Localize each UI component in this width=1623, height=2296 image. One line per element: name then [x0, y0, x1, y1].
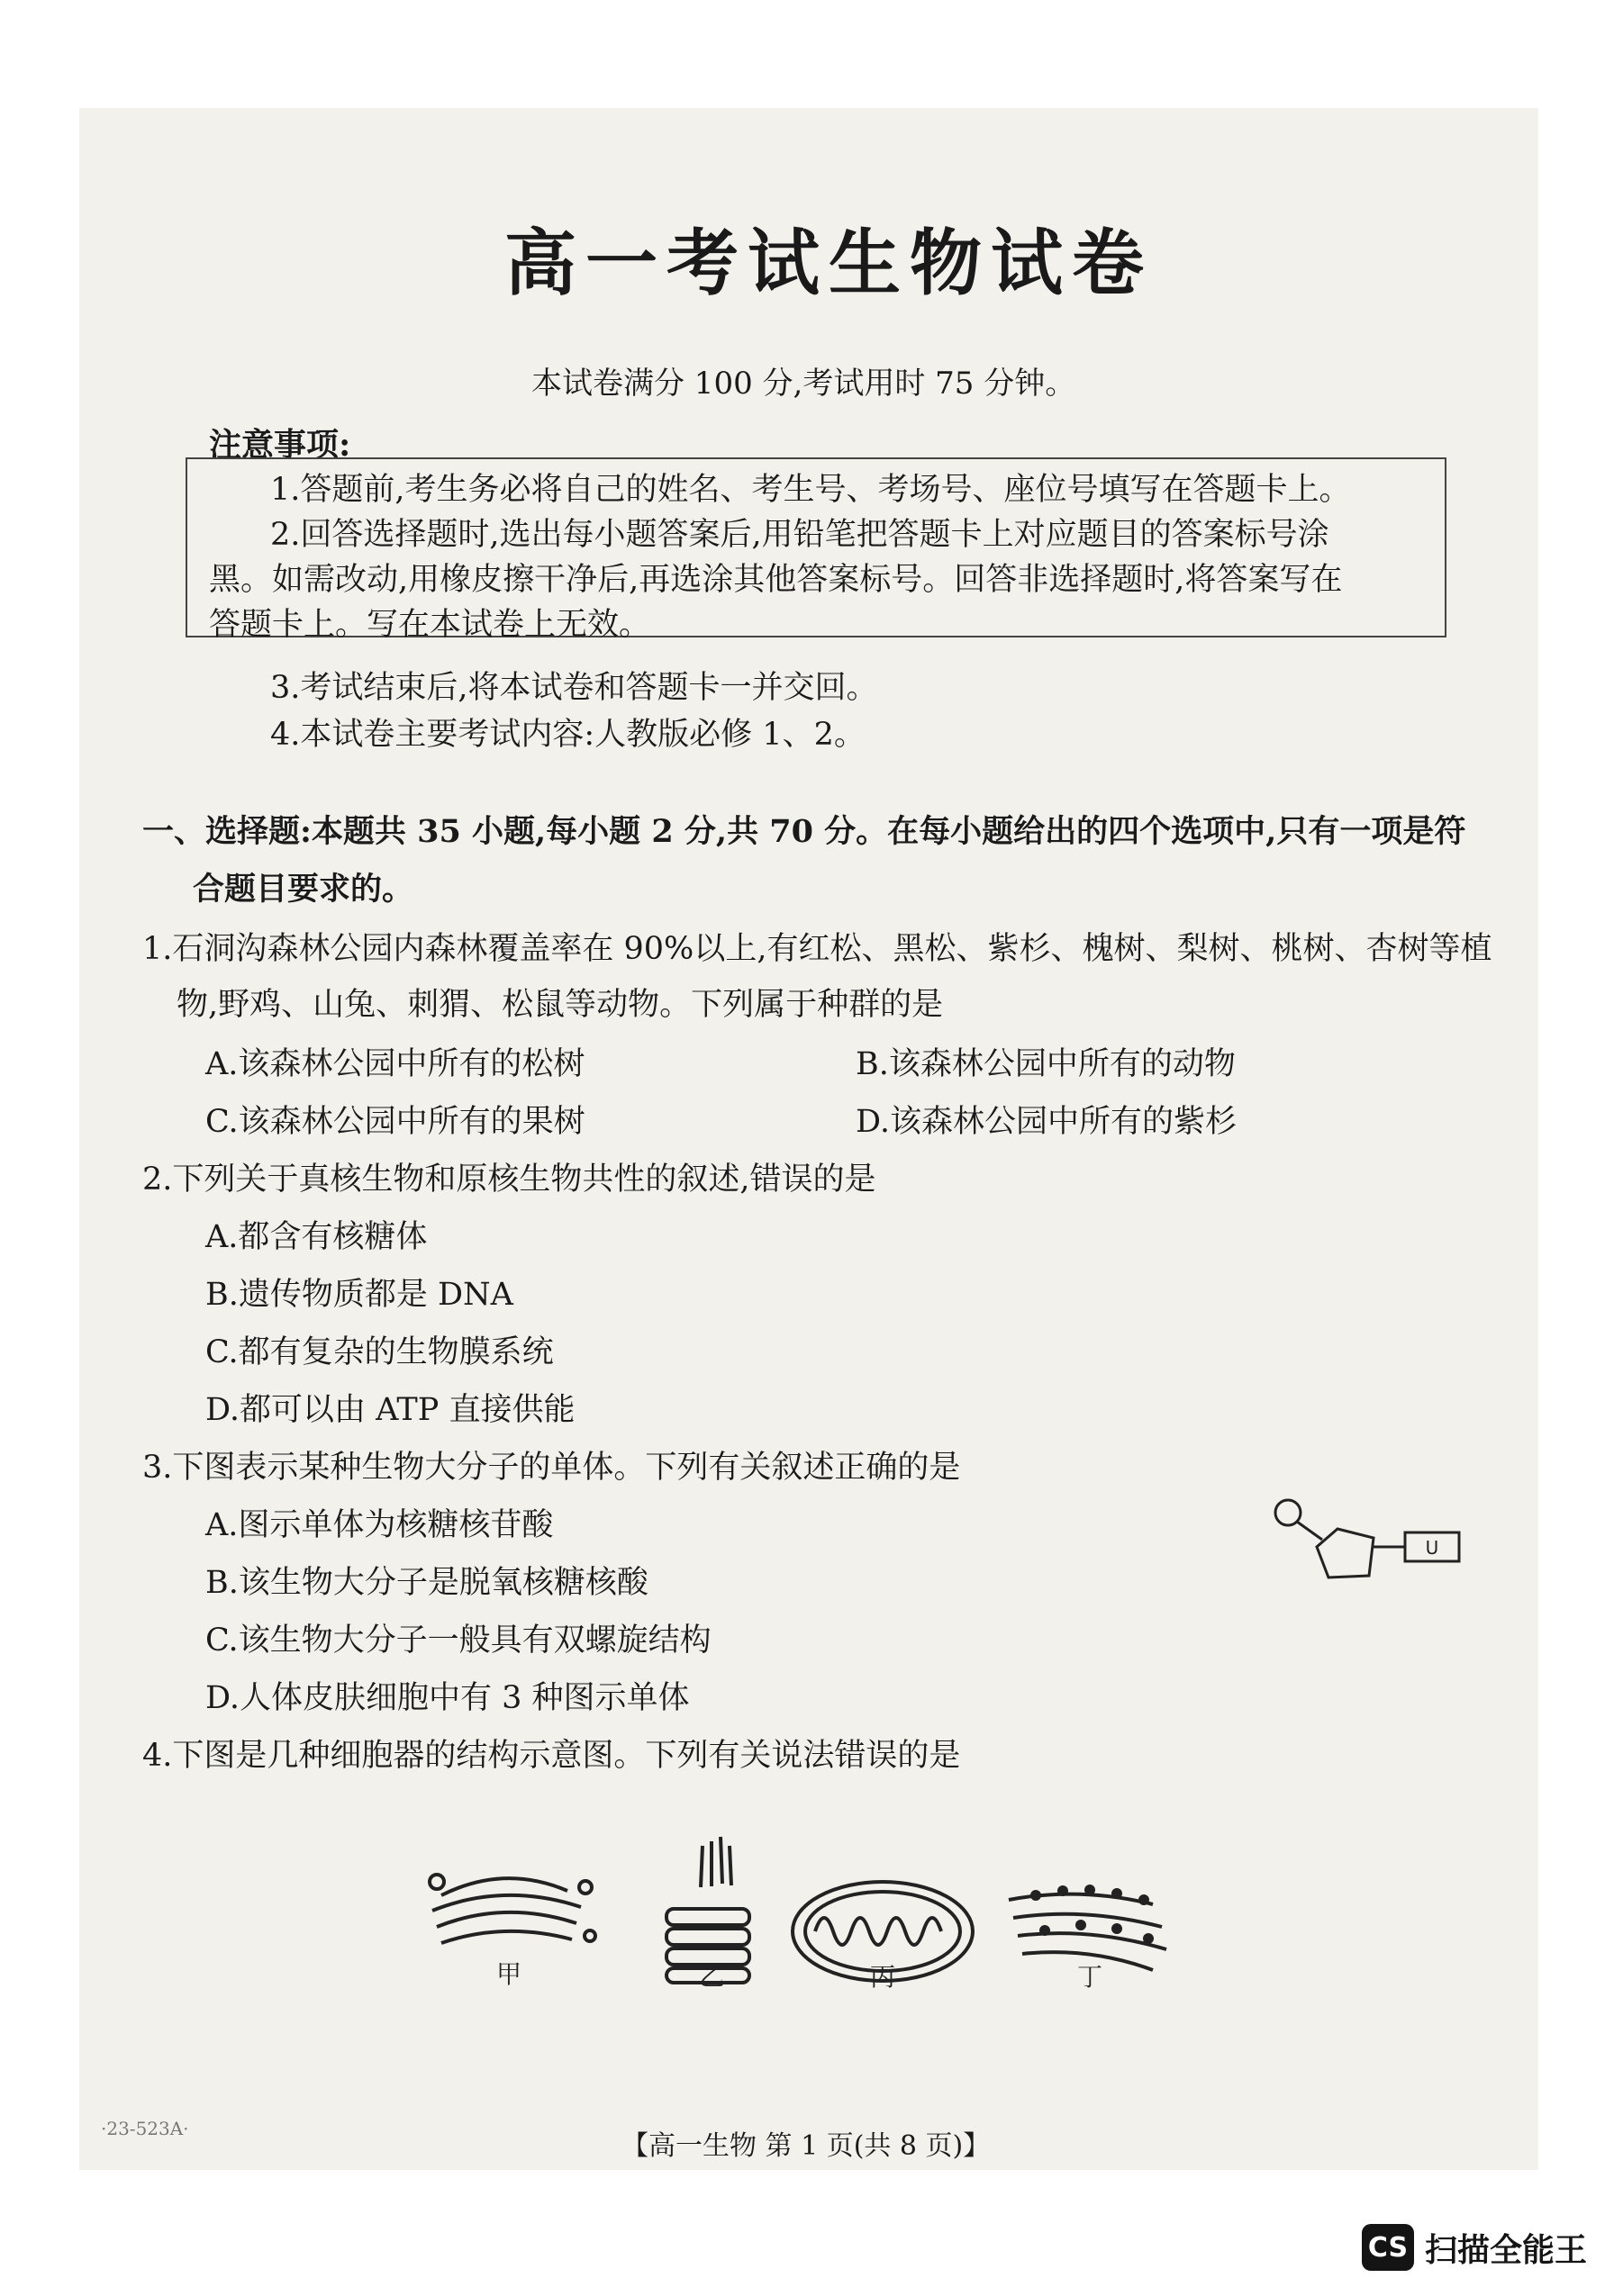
option: A.该森林公园中所有的松树 [205, 1046, 585, 1082]
question-stem: 物,野鸡、山兔、刺猬、松鼠等动物。下列属于种群的是 [177, 987, 944, 1023]
page-title: 高一考试生物试卷 [504, 221, 1153, 305]
label-jia: 甲 [495, 1959, 522, 1989]
option: C.该森林公园中所有的果树 [205, 1104, 585, 1140]
phosphate-group [1275, 1500, 1301, 1525]
section-heading: 一、选择题:本题共 35 小题,每小题 2 分,共 70 分。在每小题给出的四个选项中,只有一项是符 [142, 813, 1466, 850]
centrosome [666, 1837, 749, 1983]
camscanner-logo-icon: CS [1362, 2224, 1414, 2271]
notice-line: 1.答题前,考生务必将自己的姓名、考生号、考场号、座位号填写在答题卡上。 [270, 472, 1351, 508]
question-stem: 4.下图是几种细胞器的结构示意图。下列有关说法错误的是 [142, 1738, 961, 1774]
section-heading-cont: 合题目要求的。 [193, 871, 414, 908]
question-stem: 3.下图表示某种生物大分子的单体。下列有关叙述正确的是 [142, 1450, 961, 1486]
page-footer: 【高一生物 第 1 页(共 8 页)】 [621, 2130, 991, 2162]
golgi-apparatus [430, 1875, 595, 1943]
option: D.该森林公园中所有的紫杉 [856, 1104, 1237, 1140]
label-yi: 乙 [698, 1962, 725, 1990]
notice-line: 4.本试卷主要考试内容:人教版必修 1、2。 [270, 717, 866, 753]
base-label: U [1425, 1537, 1439, 1559]
nucleotide-diagram [1261, 1495, 1477, 1594]
pentose-sugar [1317, 1529, 1374, 1577]
question-stem: 1.石洞沟森林公园内森林覆盖率在 90%以上,有红松、黑松、紫杉、槐树、梨树、桃树、杏树等植 [142, 931, 1492, 967]
option: C.该生物大分子一般具有双螺旋结构 [205, 1623, 712, 1659]
label-bing: 丙 [869, 1962, 896, 1990]
notice-line: 2.回答选择题时,选出每小题答案后,用铅笔把答题卡上对应题目的答案标号涂 [270, 517, 1329, 553]
print-code: ·23-523A· [101, 2118, 189, 2139]
option: D.都可以由 ATP 直接供能 [205, 1392, 576, 1428]
notice-line: 黑。如需改动,用橡皮擦干净后,再选涂其他答案标号。回答非选择题时,将答案写在 [209, 562, 1343, 598]
option: B.遗传物质都是 DNA [205, 1277, 513, 1313]
option: A.都含有核糖体 [205, 1219, 428, 1255]
scanner-brand-name: 扫描全能王 [1424, 2231, 1587, 2269]
option: D.人体皮肤细胞中有 3 种图示单体 [205, 1680, 690, 1716]
option: C.都有复杂的生物膜系统 [205, 1334, 554, 1370]
label-ding: 丁 [1076, 1962, 1103, 1990]
scanner-watermark [1362, 2224, 1587, 2271]
exam-info: 本试卷满分 100 分,考试用时 75 分钟。 [531, 366, 1076, 402]
endoplasmic-reticulum [1009, 1886, 1166, 1970]
option: A.图示单体为核糖核苷酸 [205, 1507, 554, 1543]
option: B.该森林公园中所有的动物 [856, 1046, 1236, 1082]
question-stem: 2.下列关于真核生物和原核生物共性的叙述,错误的是 [142, 1162, 876, 1198]
option: B.该生物大分子是脱氧核糖核酸 [205, 1565, 648, 1601]
notice-heading: 注意事项: [209, 426, 351, 464]
notice-line: 3.考试结束后,将本试卷和答题卡一并交回。 [270, 670, 878, 706]
notice-line: 答题卡上。写在本试卷上无效。 [209, 607, 651, 643]
organelle-diagrams [414, 1810, 1189, 1990]
